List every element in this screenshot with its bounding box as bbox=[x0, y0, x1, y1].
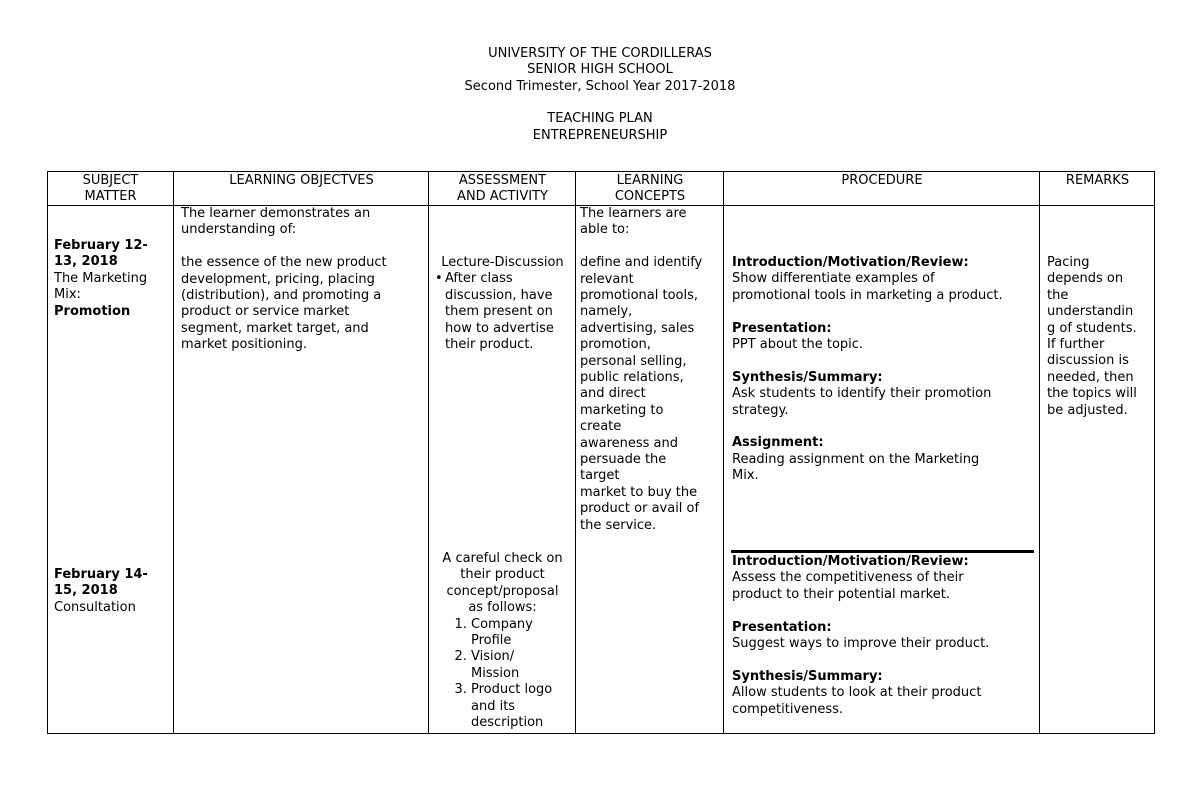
row1-objectives-line3: (distribution), and promoting a bbox=[181, 288, 382, 304]
row1-assessment-bullet-line4: how to advertise bbox=[445, 320, 554, 336]
row1-synthesis-text-line1: Ask students to identify their promotion bbox=[732, 386, 992, 402]
row1-concept-line: and direct bbox=[580, 386, 646, 402]
column-divider bbox=[428, 171, 429, 734]
row1-remarks-line: the bbox=[1047, 287, 1069, 303]
row2-presentation-label: Presentation: bbox=[732, 619, 832, 635]
row2-presentation-text: Suggest ways to improve their product. bbox=[732, 636, 990, 652]
row1-remarks bbox=[1047, 255, 1153, 419]
row2-intro-text-line2: product to their potential market. bbox=[732, 586, 950, 602]
row1-remarks-line: If further bbox=[1047, 337, 1105, 353]
row1-synthesis-label: Synthesis/Summary: bbox=[732, 369, 883, 385]
row2-item1-line2: Profile bbox=[471, 633, 512, 649]
school-name: SENIOR HIGH SCHOOL bbox=[527, 62, 673, 77]
row1-remarks-line: g of students. bbox=[1047, 320, 1137, 336]
row1-concept-line: create bbox=[580, 419, 622, 435]
row1-concept-line: awareness and bbox=[580, 435, 678, 451]
header-procedure-text: PROCEDURE bbox=[841, 173, 923, 188]
row1-assessment-bullet-line1: • After class bbox=[445, 271, 513, 287]
row2-item3-line1: 3. Product logo bbox=[471, 682, 553, 698]
table-border-right bbox=[1154, 171, 1155, 734]
row1-remarks-line: Pacing bbox=[1047, 255, 1090, 270]
row1-concept-line: promotional tools, bbox=[580, 288, 699, 304]
list-item bbox=[471, 682, 574, 731]
header-remarks-text: REMARKS bbox=[1065, 173, 1130, 188]
header-learning-concepts bbox=[576, 173, 724, 206]
row1-concept-line: relevant bbox=[580, 271, 634, 287]
row1-objectives-intro-line1: The learner demonstrates an bbox=[181, 206, 371, 221]
school-term: Second Trimester, School Year 2017-2018 bbox=[464, 79, 736, 94]
document-subject: ENTREPRENEURSHIP bbox=[532, 128, 668, 143]
procedure-separator bbox=[731, 550, 1034, 553]
row1-remarks-line: discussion is bbox=[1047, 353, 1129, 369]
row1-objectives-line2: development, pricing, placing bbox=[181, 271, 375, 287]
row2-item2-line2: Mission bbox=[471, 665, 520, 681]
row2-assessment bbox=[431, 551, 574, 731]
row2-item2-line1: 2. Vision/ bbox=[471, 649, 515, 665]
row1-objectives-line5: segment, market target, and bbox=[181, 320, 369, 336]
row2-subject-matter bbox=[54, 567, 172, 616]
row1-assessment-bullet-line5: their product. bbox=[445, 337, 534, 353]
header-learning-objectives bbox=[174, 173, 429, 189]
row1-remarks-line: understandin bbox=[1047, 304, 1134, 320]
table-border-bottom bbox=[47, 733, 1155, 734]
row1-assessment-bullet-line3: them present on bbox=[445, 304, 553, 320]
header-procedure bbox=[724, 173, 1040, 189]
row1-remarks-line: needed, then bbox=[1047, 369, 1134, 385]
row2-assessment-intro-line2: their product bbox=[460, 567, 545, 583]
row1-concept-line: promotion, bbox=[580, 337, 651, 353]
row1-intro-text-line2: promotional tools in marketing a product. bbox=[732, 287, 1003, 303]
column-divider bbox=[723, 171, 724, 734]
row1-objectives-intro-line2: understanding of: bbox=[181, 222, 297, 238]
header-concepts-line2: CONCEPTS bbox=[614, 189, 686, 205]
row2-item1-line1: 1. Company bbox=[471, 616, 533, 632]
row1-objectives bbox=[181, 206, 427, 354]
row2-synthesis-label: Synthesis/Summary: bbox=[732, 668, 883, 684]
row1-assessment-title: Lecture-Discussion bbox=[441, 255, 564, 270]
list-item bbox=[471, 617, 574, 650]
row1-concept-line: namely, bbox=[580, 304, 633, 320]
header-subject-matter-line2: MATTER bbox=[84, 189, 137, 205]
row1-intro-label: Introduction/Motivation/Review: bbox=[732, 255, 969, 270]
row1-concept-line: persuade the bbox=[580, 452, 667, 468]
row1-concept-line: target bbox=[580, 468, 620, 484]
university-name: UNIVERSITY OF THE CORDILLERAS bbox=[488, 46, 712, 61]
row1-concepts bbox=[580, 206, 722, 534]
column-divider bbox=[575, 171, 576, 734]
header-concepts-line1: LEARNING bbox=[616, 173, 684, 188]
row1-date-line2: 13, 2018 bbox=[54, 254, 118, 270]
row1-concept-line: personal selling, bbox=[580, 353, 687, 369]
row1-objectives-line6: market positioning. bbox=[181, 337, 307, 353]
row1-concept-line: public relations, bbox=[580, 370, 684, 386]
header-subject-matter-line1: SUBJECT bbox=[82, 173, 139, 188]
row2-synthesis-text-line2: competitiveness. bbox=[732, 701, 844, 717]
header-remarks bbox=[1040, 173, 1155, 189]
row1-assignment-text-line1: Reading assignment on the Marketing bbox=[732, 451, 980, 467]
row1-presentation-text: PPT about the topic. bbox=[732, 337, 864, 353]
row1-concepts-intro-line2: able to: bbox=[580, 222, 630, 238]
table-border-left bbox=[47, 171, 48, 734]
row1-concept-line: marketing to bbox=[580, 402, 664, 418]
row2-assessment-list bbox=[431, 617, 574, 732]
row1-objectives-line1: the essence of the new product bbox=[181, 255, 387, 271]
header-objectives-text: LEARNING OBJECTVES bbox=[229, 173, 374, 188]
row1-objectives-line4: product or service market bbox=[181, 304, 350, 320]
row1-intro-text-line1: Show differentiate examples of bbox=[732, 271, 935, 287]
row1-topic-line1: The Marketing bbox=[54, 270, 148, 286]
row1-assessment bbox=[431, 255, 574, 353]
list-item bbox=[471, 649, 574, 682]
row1-procedure bbox=[732, 255, 1037, 485]
row2-procedure bbox=[732, 554, 1037, 718]
column-divider bbox=[1039, 171, 1040, 734]
document-title: TEACHING PLAN bbox=[547, 111, 653, 126]
row2-intro-label: Introduction/Motivation/Review: bbox=[732, 554, 969, 569]
row1-concept-line: product or avail of bbox=[580, 501, 700, 517]
row2-assessment-intro-line3: concept/proposal bbox=[446, 583, 559, 599]
list-item bbox=[445, 271, 574, 353]
row1-concept-line: define and identify bbox=[580, 255, 703, 271]
row1-topic-line3: Promotion bbox=[54, 303, 131, 319]
row1-concept-line: the service. bbox=[580, 517, 657, 533]
column-divider bbox=[173, 171, 174, 734]
row2-assessment-intro-line4: as follows: bbox=[468, 600, 537, 616]
row1-assignment-label: Assignment: bbox=[732, 435, 824, 451]
row1-assignment-text-line2: Mix. bbox=[732, 468, 759, 484]
header-assessment-line2: AND ACTIVITY bbox=[457, 189, 548, 205]
row1-assessment-bullet-line2: discussion, have bbox=[445, 287, 553, 303]
row2-synthesis-text-line1: Allow students to look at their product bbox=[732, 685, 982, 701]
row2-date-line1: February 14- bbox=[54, 567, 148, 582]
row1-assessment-list bbox=[431, 271, 574, 353]
row2-intro-text-line1: Assess the competitiveness of their bbox=[732, 570, 964, 586]
row1-remarks-line: be adjusted. bbox=[1047, 402, 1128, 418]
header-assessment-line1: ASSESSMENT bbox=[458, 173, 547, 188]
row1-remarks-line: the topics will bbox=[1047, 386, 1137, 402]
row1-concept-line: advertising, sales bbox=[580, 320, 695, 336]
row1-concept-line: market to buy the bbox=[580, 484, 698, 500]
row2-item3-line3: description bbox=[471, 715, 544, 731]
row1-date-line1: February 12- bbox=[54, 238, 148, 253]
row2-assessment-intro-line1: A careful check on bbox=[442, 551, 563, 566]
row2-date-line2: 15, 2018 bbox=[54, 583, 118, 599]
row1-subject-matter bbox=[54, 238, 172, 320]
row2-item3-line2: and its bbox=[471, 698, 516, 714]
row1-presentation-label: Presentation: bbox=[732, 320, 832, 336]
row2-topic: Consultation bbox=[54, 599, 136, 615]
row1-topic-line2: Mix: bbox=[54, 287, 81, 303]
header-assessment bbox=[429, 173, 576, 206]
table-border-top bbox=[47, 171, 1155, 172]
row1-concepts-intro-line1: The learners are bbox=[580, 206, 687, 221]
header-subject-matter bbox=[47, 173, 174, 206]
row1-remarks-line: depends on bbox=[1047, 271, 1124, 287]
row1-synthesis-text-line2: strategy. bbox=[732, 402, 789, 418]
